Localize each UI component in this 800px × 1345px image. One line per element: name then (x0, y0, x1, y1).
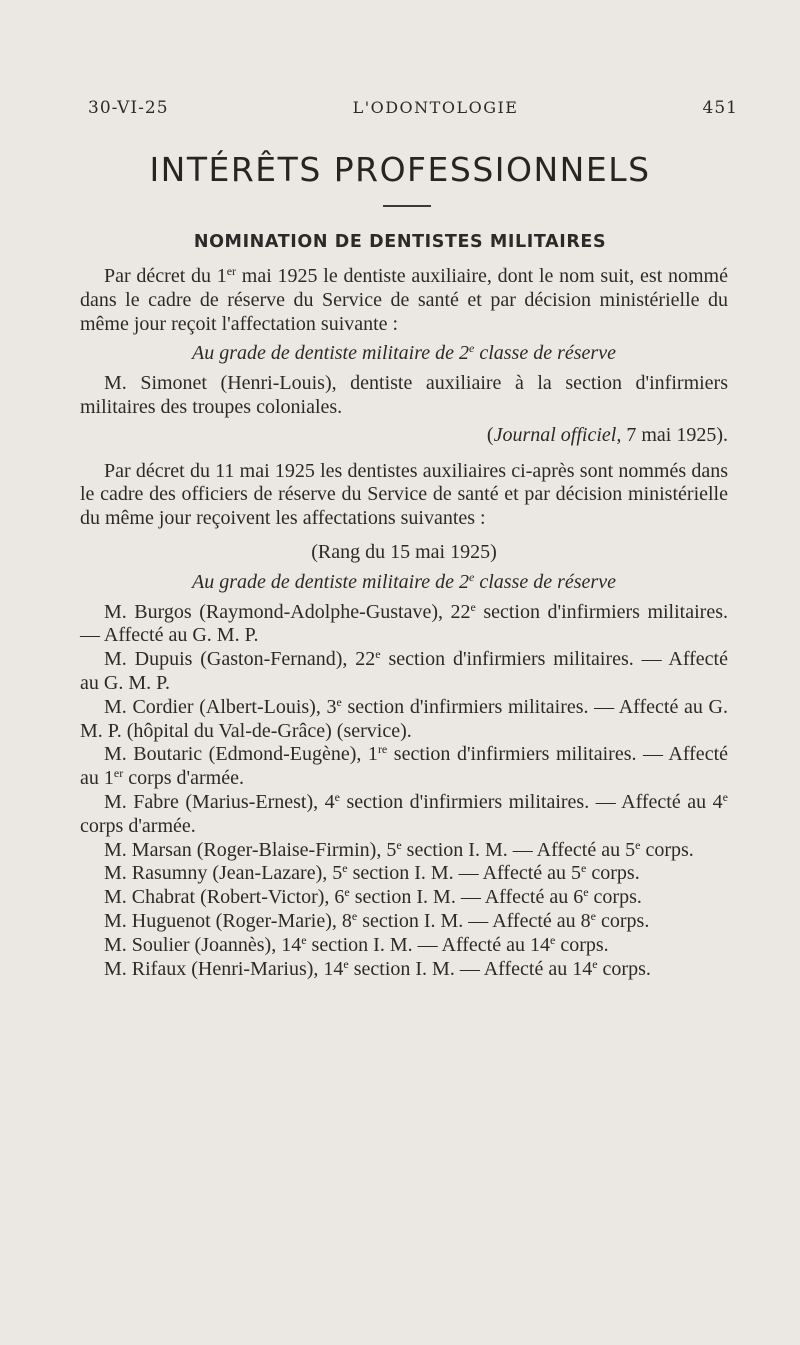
decree2-rang: (Rang du 15 mai 1925) (311, 540, 497, 563)
article-title: NOMINATION DE DENTISTES MILITAIRES (193, 232, 607, 252)
list-item: M. Fabre (Marius-Ernest), 4e section d'infirmiers militaires. — Affecté au 4e corps d'armée. (80, 789, 728, 837)
title-rule (383, 205, 431, 207)
running-head (88, 98, 738, 118)
entry-list (80, 601, 728, 982)
list-item: M. Huguenot (Roger-Marie), 8e section I. M. — Affecté au 8e corps. (104, 908, 650, 932)
list-item: M. Boutaric (Edmond-Eugène), 1re section d'infirmiers militaires. — Affecté au 1er corps d'armée. (80, 742, 728, 790)
list-item: M. Rasumny (Jean-Lazare), 5e section I. M. — Affecté au 5e corps. (104, 861, 640, 885)
page-number: 451 (702, 98, 738, 118)
decree2-intro: Par décret du 11 mai 1925 les dentistes auxiliaires ci-après sont nommés dans le cadre des officiers de réserve du Service de santé et par décision ministérielle du même jour reçoivent les affectations suivantes : (80, 459, 728, 530)
list-item: M. Chabrat (Robert-Victor), 6e section I. M. — Affecté au 6e corps. (104, 885, 642, 909)
decree2-grade: Au grade de dentiste militaire de 2e classe de réserve (192, 569, 616, 593)
decree1-citation: (Journal officiel, 7 mai 1925). (486, 423, 728, 446)
list-item: M. Cordier (Albert-Louis), 3e section d'infirmiers militaires. — Affecté au G. M. P. (hôpital du Val-de-Grâce) (service). (80, 694, 728, 742)
section-title: INTÉRÊTS PROFESSIONNELS (149, 150, 651, 189)
header-date: 30-VI-25 (88, 98, 169, 118)
list-item: M. Rifaux (Henri-Marius), 14e section I. M. — Affecté au 14e corps. (104, 956, 651, 980)
journal-name: L'ODONTOLOGIE (352, 98, 519, 117)
decree1-grade: Au grade de dentiste militaire de 2e classe de réserve (192, 341, 616, 365)
article-body (80, 265, 728, 981)
list-item: M. Soulier (Joannès), 14e section I. M. — Affecté au 14e corps. (104, 932, 609, 956)
decree1-entry: M. Simonet (Henri-Louis), dentiste auxiliaire à la section d'infirmiers militaires des troupes coloniales. (80, 372, 728, 418)
list-item: M. Burgos (Raymond-Adolphe-Gustave), 22e section d'infirmiers militaires. — Affecté au G. M. P. (80, 599, 728, 647)
list-item: M. Dupuis (Gaston-Fernand), 22e section d'infirmiers militaires. — Affecté au G. M. P. (80, 647, 728, 694)
decree1-intro: Par décret du 1er mai 1925 le dentiste auxiliaire, dont le nom suit, est nommé dans le cadre de réserve du Service de santé et par décision ministérielle du même jour reçoit l'affectation suivante : (80, 264, 728, 335)
list-item: M. Marsan (Roger-Blaise-Firmin), 5e section I. M. — Affecté au 5e corps. (104, 837, 694, 861)
